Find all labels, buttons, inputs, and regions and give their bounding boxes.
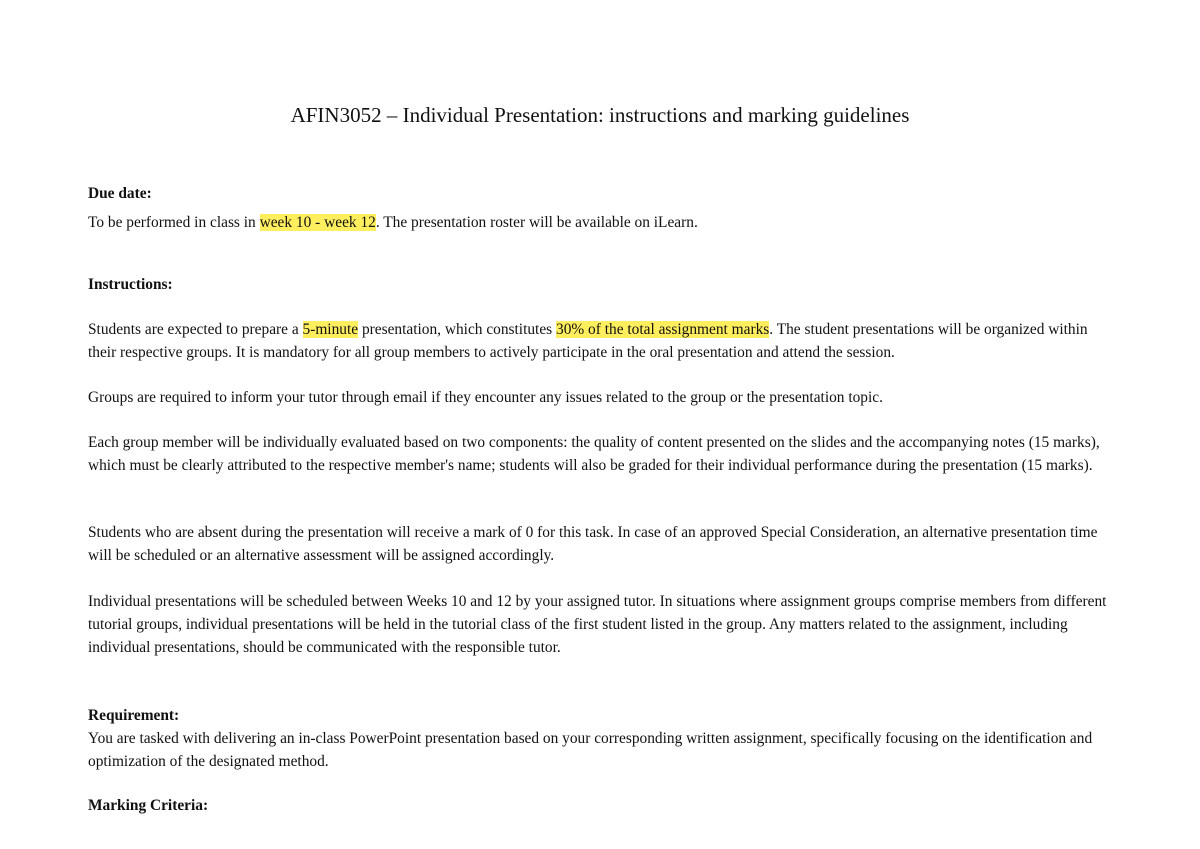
instructions-paragraph-2: Groups are required to inform your tutor through email if they encounter any issues related to the group or the presentation topic.: [88, 389, 883, 406]
p1-highlight-duration: 5-minute: [302, 321, 359, 338]
requirement-heading: Requirement:: [88, 707, 180, 724]
due-highlight: week 10 - week 12: [259, 214, 376, 231]
instructions-heading: Instructions:: [88, 276, 173, 293]
due-date-text: [88, 211, 1118, 234]
p1-part-1: Students are expected to prepare a: [88, 321, 303, 338]
p1-part-2: presentation, which constitutes: [358, 321, 556, 338]
due-text-before: To be performed in class in: [88, 214, 260, 231]
p1-highlight-weight: 30% of the total assignment marks: [556, 321, 770, 338]
instructions-paragraph-1: [88, 318, 1118, 364]
due-date-heading: Due date:: [88, 185, 152, 202]
due-text-after: . The presentation roster will be available on iLearn.: [375, 214, 698, 231]
instructions-paragraph-4: Students who are absent during the presentation will receive a mark of 0 for this task. In case of an approved Special Consideration, an alternative presentation time will be scheduled or an alternative assessment will be assigned accordingly.: [88, 524, 1098, 564]
instructions-paragraph-3: Each group member will be individually evaluated based on two components: the quality of content presented on the slides and the accompanying notes (15 marks), which must be clearly attributed to the respective member's name; students will also be graded for their individual performance during the presentation (15 marks).: [88, 434, 1100, 474]
p1-part-3: . The student presentations will be organized within their respective groups. It is mandatory for all group members to actively participate in the oral presentation and attend the session.: [88, 321, 1088, 361]
requirement-text: You are tasked with delivering an in-class PowerPoint presentation based on your corresponding written assignment, specifically focusing on the identification and optimization of the designated method.: [88, 730, 1093, 770]
marking-criteria-heading: Marking Criteria:: [88, 797, 209, 814]
instructions-paragraph-5: Individual presentations will be scheduled between Weeks 10 and 12 by your assigned tutor. In situations where assignment groups comprise members from different tutorial groups, individual presentations will be held in the tutorial class of the first student listed in the group. Any matters related to the assignment, including individual presentations, should be communicated with the responsible tutor.: [88, 593, 1107, 656]
document-title: AFIN3052 – Individual Presentation: instructions and marking guidelines: [290, 103, 910, 127]
